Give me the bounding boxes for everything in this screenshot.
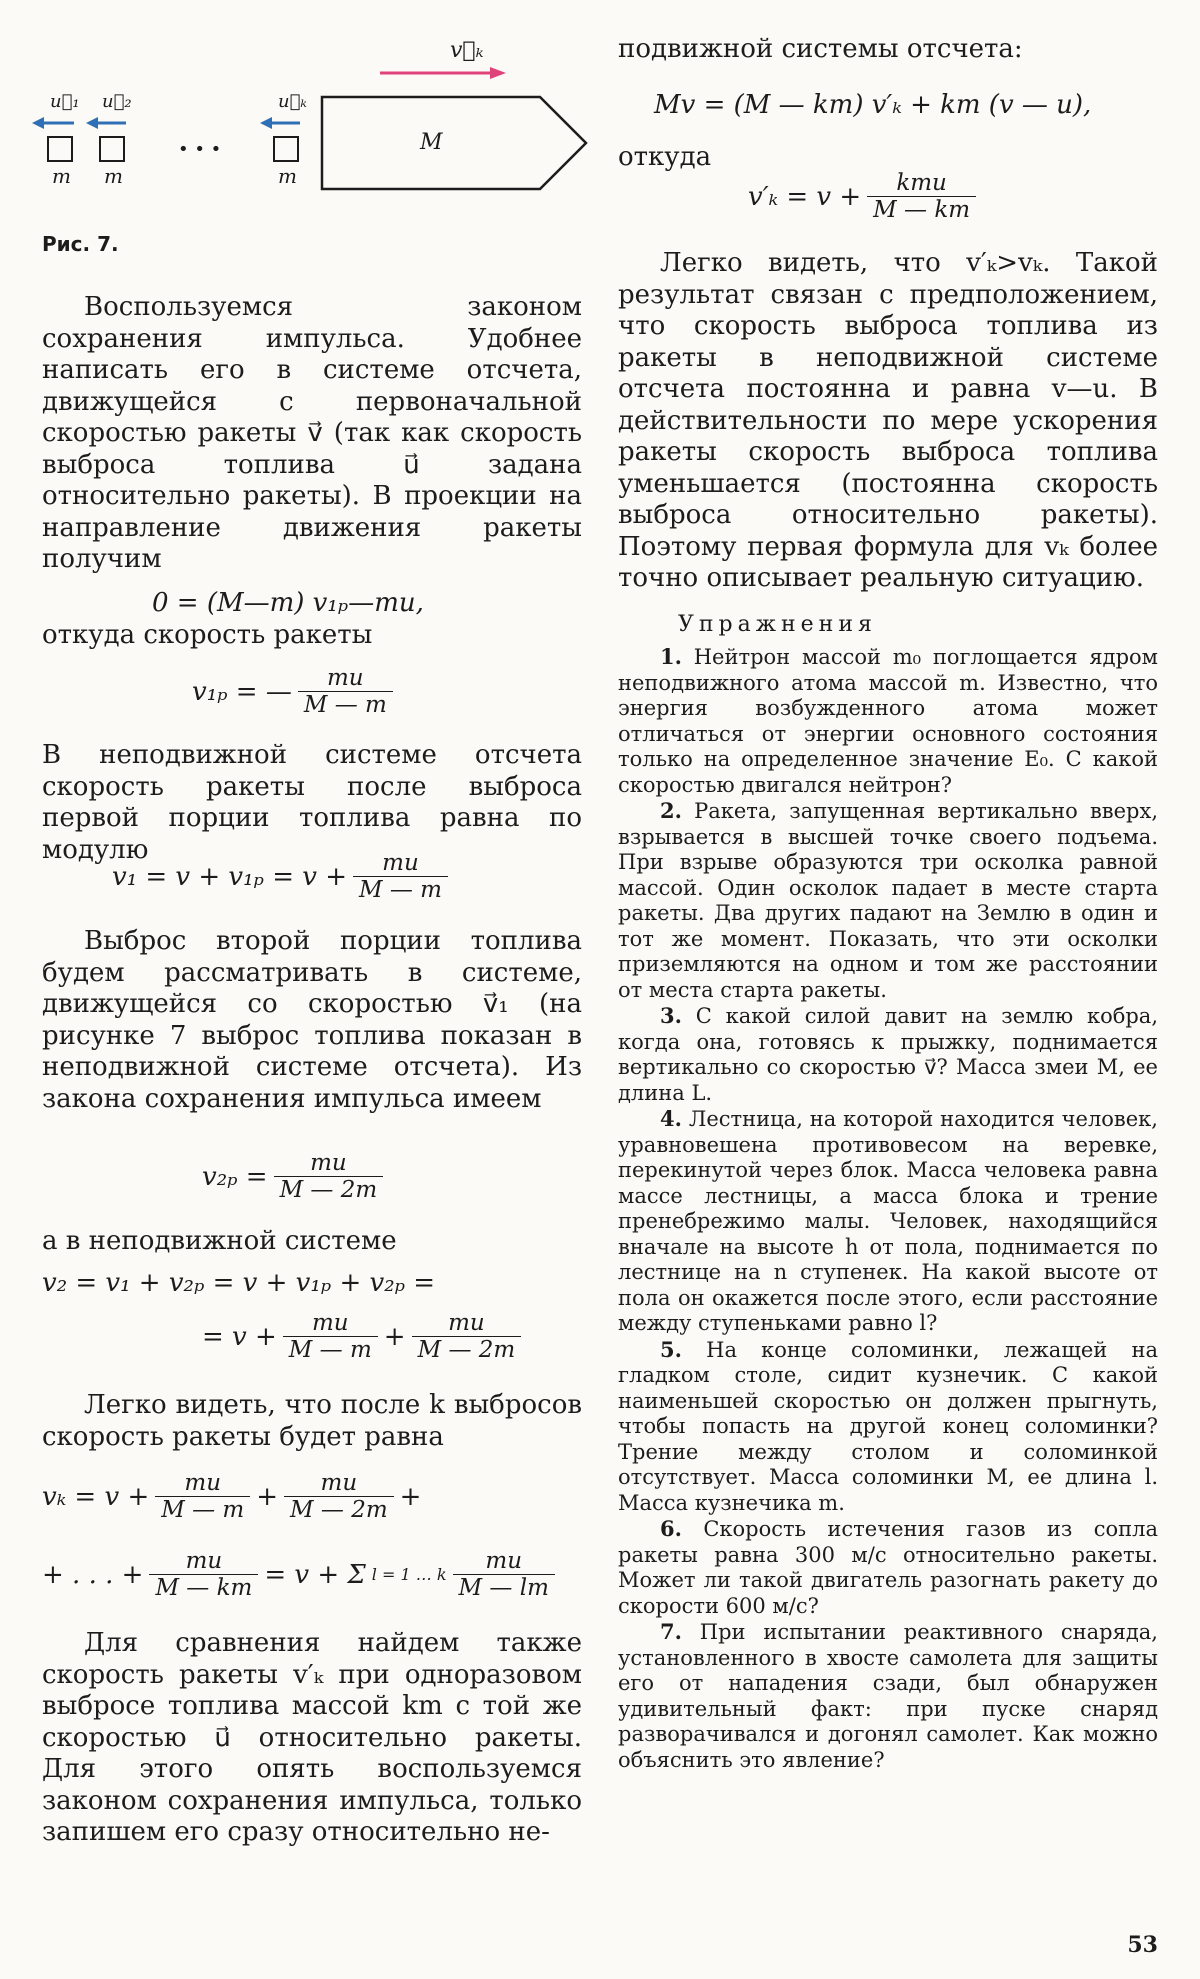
exercise-number: 3. (660, 1003, 682, 1028)
eq3-fraction (353, 850, 448, 903)
vk-arrow-head (490, 67, 506, 79)
exercise-text: Нейтрон массой m₀ поглощается ядром неподвижного атома массой m. Известно, что энергия возбужденного атома может отличаться от энергии основного состояния только на определенное значение E₀. С какой скоростью двигался нейтрон? (618, 645, 1158, 797)
eq6a-lhs: vₖ = v + (42, 1481, 150, 1512)
exercise-text: Скорость истечения газов из сопла ракеты равна 300 м/с относительно ракеты. Может ли такой двигатель разогнать ракету до скорости 600 м/с? (618, 1517, 1158, 1618)
eq5b-numerator-2: mu (412, 1310, 522, 1337)
eq6b-lhs: + . . . + (42, 1559, 144, 1590)
exercises-title: Упражнения (678, 612, 877, 637)
eq6a-denominator-1: M — m (161, 1497, 245, 1523)
eq5b-plus: + (383, 1321, 406, 1352)
eq6b-fraction-1 (149, 1548, 258, 1601)
eq3-denominator: M — m (359, 877, 442, 903)
exercise-5 (618, 1337, 1158, 1517)
eq6b-denominator-1: M — km (155, 1575, 253, 1601)
r-eq2-denominator: M — km (873, 197, 971, 223)
fuel-box-1 (48, 137, 72, 161)
left-equation-6b (42, 1548, 555, 1601)
eq6b-numerator-2: mu (453, 1548, 555, 1575)
eq6a-end: + (399, 1481, 422, 1512)
fuel-mass-1: m (52, 164, 71, 188)
exercise-text: Ракета, запущенная вертикально вверх, взрывается в высшей точке своего подъема. При взрыве образуются три осколка равной массой. Один осколок падает в месте старта ракеты. Два других падают на Землю в один и тот же момент. Показать, что эти осколки приземляются на одном и том же расстоянии от места старта ракеты. (618, 799, 1158, 1002)
eq6b-numerator-1: mu (149, 1548, 258, 1575)
left-paragraph-4: Выброс второй порции топлива будем рассматривать в системе, движущейся со скоростью v⃗₁ (на рисунке 7 выброс топлива показан в неподвижной системе отсчета). Из закона сохранения импульса имеем (42, 926, 582, 1114)
fuel-box-k (274, 137, 298, 161)
u1-label: u⃗₁ (50, 91, 80, 112)
uk-label: u⃗ₖ (278, 91, 307, 112)
eq3-lhs: v₁ = v + v₁ₚ = v + (112, 861, 347, 892)
eq6a-numerator-2: mu (284, 1470, 394, 1497)
eq2-fraction (298, 665, 393, 718)
rocket-mass-label: M (420, 130, 443, 155)
page-number: 53 (1127, 1932, 1158, 1958)
eq3-numerator: mu (353, 850, 448, 877)
left-equation-5b (202, 1310, 521, 1363)
left-equation-2 (192, 665, 393, 718)
figure-7 (30, 25, 590, 195)
eq6b-denominator-2: M — lm (458, 1575, 549, 1601)
fuel-mass-2: m (104, 164, 123, 188)
exercise-number: 2. (660, 798, 682, 823)
exercise-1 (618, 644, 1158, 798)
left-paragraph-6: Легко видеть, что после k выбросов скорость ракеты будет равна (42, 1390, 582, 1452)
exercise-text: На конце соломинки, лежащей на гладком столе, сидит кузнечик. С какой наименьшей скоростью он должен прыгнуть, чтобы попасть на другой конец соломинки? Трение между столом и соломинкой отсутствует. Масса соломинки M, ее длина l. Масса кузнечика m. (618, 1337, 1158, 1515)
exercise-6 (618, 1516, 1158, 1619)
eq4-numerator: mu (274, 1150, 384, 1177)
left-paragraph-2: откуда скорость ракеты (42, 620, 373, 650)
rocket-body (322, 97, 586, 189)
left-equation-6a (42, 1470, 421, 1523)
left-paragraph-7: Для сравнения найдем также скорость ракеты v′ₖ при одноразовом выбросе топлива массой km с той же скоростью u⃗ относительно ракеты. Для этого опять воспользуемся законом сохранения импульса, только запишем его сразу относительно не- (42, 1628, 582, 1847)
left-paragraph-3: В неподвижной системе отсчета скорость ракеты после выброса первой порции топлива равна по модулю (42, 740, 582, 865)
u2-arrow-head (86, 117, 98, 129)
exercise-4 (618, 1106, 1158, 1337)
eq5b-denominator-2: M — 2m (417, 1337, 516, 1363)
eq5b-denominator-1: M — m (288, 1337, 372, 1363)
left-equation-5a: v₂ = v₁ + v₂ₚ = v + v₁ₚ + v₂ₚ = (42, 1268, 436, 1298)
exercise-text: Лестница, на которой находится человек, уравновешена противовесом на веревке, перекинутой через блок. Масса человека равна массе лестницы, а масса блока и трение пренебрежимо малы. Человек, находящийся вначале на высоте h от пола, поднимается по лестнице на n ступенек. На какой высоте от пола он окажется после этого, если расстояние между ступеньками равно l? (618, 1107, 1158, 1335)
eq2-numerator: mu (298, 665, 393, 692)
right-paragraph-2: откуда (618, 142, 712, 172)
figure-caption: Рис. 7. (42, 232, 119, 256)
exercise-text: С какой силой давит на землю кобра, когда она, готовясь к прыжку, поднимается вертикально со скоростью v⃗? Масса змеи M, ее длина L. (618, 1004, 1158, 1105)
exercise-7 (618, 1619, 1158, 1773)
right-paragraph-1: подвижной системы отсчета: (618, 34, 1023, 64)
left-equation-3 (112, 850, 448, 903)
left-equation-4 (202, 1150, 383, 1203)
vk-label: v⃗ₖ (450, 38, 484, 63)
left-equation-1: 0 = (M—m) v₁ₚ—mu, (152, 588, 424, 618)
uk-arrow-head (260, 117, 272, 129)
eq6a-fraction-2 (284, 1470, 394, 1523)
left-paragraph-1: Воспользуемся законом сохранения импульса. Удобнее написать его в системе отсчета, движущейся с первоначальной скоростью ракеты v⃗ (так как скорость выброса топлива u⃗ задана относительно ракеты). В проекции на направление движения ракеты получим (42, 292, 582, 574)
exercise-number: 5. (660, 1336, 682, 1362)
eq6b-fraction-2 (453, 1548, 555, 1601)
eq6b-mid: = v + Σ (264, 1559, 366, 1590)
r-eq2-numerator: kmu (867, 170, 976, 197)
left-paragraph-5: а в неподвижной системе (42, 1226, 397, 1256)
eq5b-lhs: = v + (202, 1321, 277, 1352)
eq6a-fraction-1 (155, 1470, 250, 1523)
u2-label: u⃗₂ (102, 91, 132, 112)
exercise-text: При испытании реактивного снаряда, установленного в хвосте самолета для защиты его от нападения сзади, был обнаружен удивительный факт: при пуске снаряд разворачивался и догонял самолет. Как можно объяснить это явление? (618, 1620, 1158, 1772)
eq4-lhs: v₂ₚ = (202, 1161, 268, 1192)
right-paragraph-3: Легко видеть, что v′ₖ>vₖ. Такой результат связан с предположением, что скорость выброса топлива из ракеты в неподвижной системе отсчета постоянна и равна v—u. В действительности по мере ускорения ракеты скорость выброса топлива уменьшается (постоянна скорость выброса относительно ракеты). Поэтому первая формула для vₖ более точно описывает реальную ситуацию. (618, 248, 1158, 593)
eq5b-fraction-2 (412, 1310, 522, 1363)
exercise-2 (618, 798, 1158, 1003)
exercise-number: 4. (660, 1106, 682, 1131)
eq6a-plus: + (256, 1481, 279, 1512)
eq5b-numerator-1: mu (283, 1310, 378, 1337)
eq6b-sum-limits: l = 1 … k (371, 1565, 447, 1584)
right-equation-1: Mv = (M — km) v′ₖ + km (v — u), (654, 90, 1092, 120)
exercises-list (618, 644, 1158, 1773)
fuel-mass-k: m (278, 164, 297, 188)
eq4-denominator: M — 2m (279, 1177, 378, 1203)
exercise-number: 1. (660, 644, 682, 669)
r-eq2-lhs: v′ₖ = v + (748, 181, 862, 212)
exercise-number: 7. (660, 1619, 682, 1644)
eq4-fraction (274, 1150, 384, 1203)
eq2-lhs: v₁ₚ = — (192, 676, 292, 707)
exercise-number: 6. (660, 1516, 682, 1541)
eq5b-fraction-1 (283, 1310, 378, 1363)
eq2-denominator: M — m (303, 692, 387, 718)
exercise-3 (618, 1003, 1158, 1106)
r-eq2-fraction (867, 170, 976, 223)
eq6a-denominator-2: M — 2m (290, 1497, 388, 1523)
eq6a-numerator-1: mu (155, 1470, 250, 1497)
ellipsis: • • • (178, 139, 222, 160)
right-equation-2 (748, 170, 976, 223)
u1-arrow-head (32, 117, 44, 129)
fuel-box-2 (100, 137, 124, 161)
